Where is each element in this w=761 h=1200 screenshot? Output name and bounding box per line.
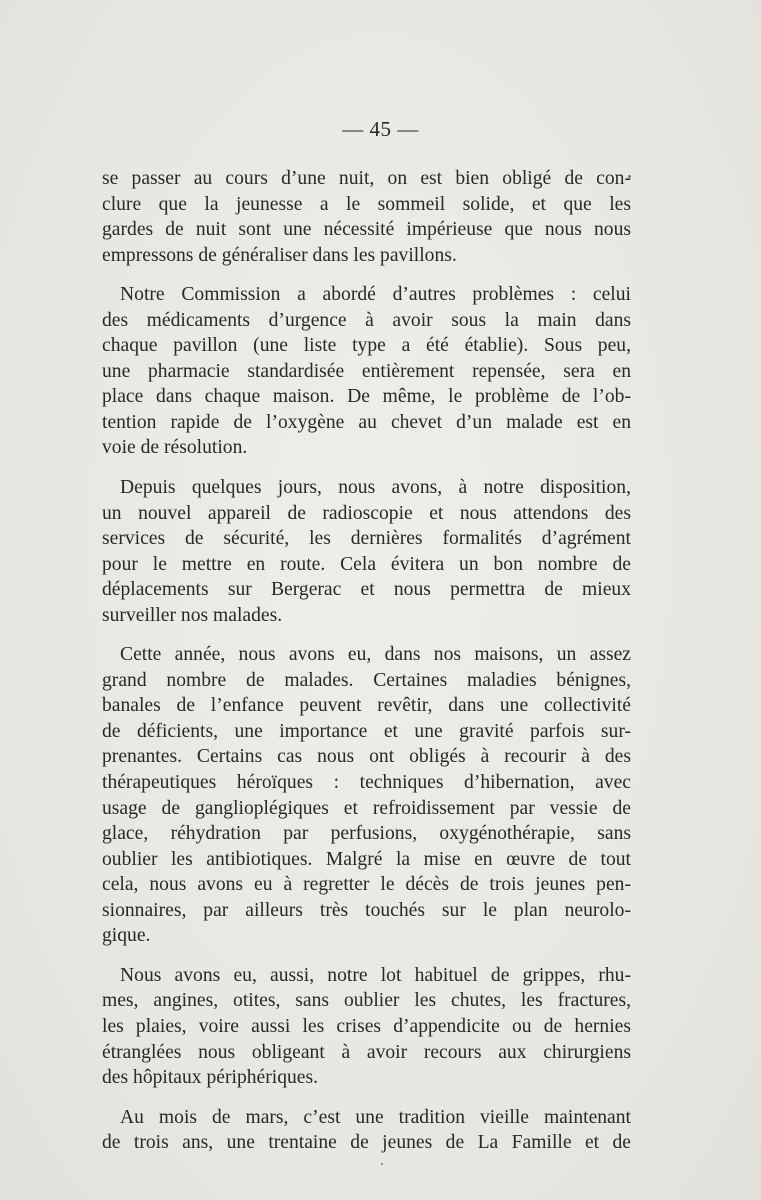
paragraph — [102, 963, 631, 1091]
text-line: mes, angines, otites, sans oublier les chutes, les fractures, — [102, 990, 631, 1012]
text-line: glace, réhydration par perfusions, oxygénothérapie, sans — [102, 823, 631, 845]
text-line: empressons de généraliser dans les pavillons. — [102, 244, 457, 266]
text-line: services de sécurité, les dernières formalités d’agrément — [102, 528, 631, 550]
text-line: Depuis quelques jours, nous avons, à notre disposition, — [120, 477, 631, 499]
text-line: Nous avons eu, aussi, notre lot habituel de grippes, rhu- — [120, 964, 631, 986]
text-line: surveiller nos malades. — [102, 604, 283, 626]
text-line: voie de résolution. — [102, 437, 248, 459]
text-line: gique. — [102, 925, 151, 947]
page-number: — 45 — — [342, 117, 419, 141]
text-line: banales de l’enfance peuvent revêtir, dans une collectivité — [102, 695, 631, 717]
text-line: clure que la jeunesse a le sommeil solide, et que les — [102, 193, 631, 215]
text-line: Notre Commission a abordé d’autres problèmes : celui — [120, 284, 631, 306]
text-line: cela, nous avons eu à regretter le décès de trois jeunes pen- — [102, 874, 631, 896]
text-line: de déficients, une importance et une gravité parfois sur- — [102, 720, 631, 742]
text-line: oublier les antibiotiques. Malgré la mise en œuvre de tout — [102, 848, 631, 870]
text-line: thérapeutiques héroïques : techniques d’hibernation, avec — [102, 772, 631, 794]
text-line: de trois ans, une trentaine de jeunes de La Famille et de — [102, 1132, 631, 1154]
paragraph — [102, 642, 631, 949]
text-line: se passer au cours d’une nuit, on est bien obligé de con- — [102, 168, 631, 189]
body-text — [102, 166, 631, 1170]
text-line: gardes de nuit sont une nécessité impérieuse que nous nous — [102, 219, 631, 241]
paragraph — [102, 282, 631, 461]
text-line: grand nombre de malades. Certaines maladies bénignes, — [102, 669, 631, 691]
text-line: étranglées nous obligeant à avoir recours aux chirurgiens — [102, 1041, 631, 1063]
text-line: déplacements sur Bergerac et nous permettra de mieux — [102, 579, 631, 601]
paragraph — [102, 1105, 631, 1156]
text-line: usage de ganglioplégiques et refroidissement par vessie de — [102, 797, 631, 819]
text-line: pour le mettre en route. Cela évitera un bon nombre de — [102, 553, 631, 575]
text-line: sionnaires, par ailleurs très touchés sur le plan neurolo- — [102, 899, 631, 921]
paragraph — [102, 166, 631, 268]
paragraph — [102, 475, 631, 628]
text-line: les plaies, voire aussi les crises d’appendicite ou de hernies — [102, 1015, 631, 1037]
text-line: chaque pavillon (une liste type a été établie). Sous peu, — [102, 335, 631, 357]
text-line: prenantes. Certains cas nous ont obligés à recourir à des — [102, 746, 631, 768]
text-line: place dans chaque maison. De même, le problème de l’ob- — [102, 386, 631, 408]
text-line: des hôpitaux périphériques. — [102, 1067, 319, 1089]
text-line: tention rapide de l’oxygène au chevet d’un malade est en — [102, 411, 631, 433]
text-line: une pharmacie standardisée entièrement repensée, sera en — [102, 360, 631, 382]
text-line: Au mois de mars, c’est une tradition vieille maintenant — [120, 1106, 631, 1128]
text-line: un nouvel appareil de radioscopie et nous attendons des — [102, 502, 631, 524]
text-line: des médicaments d’urgence à avoir sous la main dans — [102, 309, 631, 331]
text-line: Cette année, nous avons eu, dans nos maisons, un assez — [120, 644, 631, 666]
